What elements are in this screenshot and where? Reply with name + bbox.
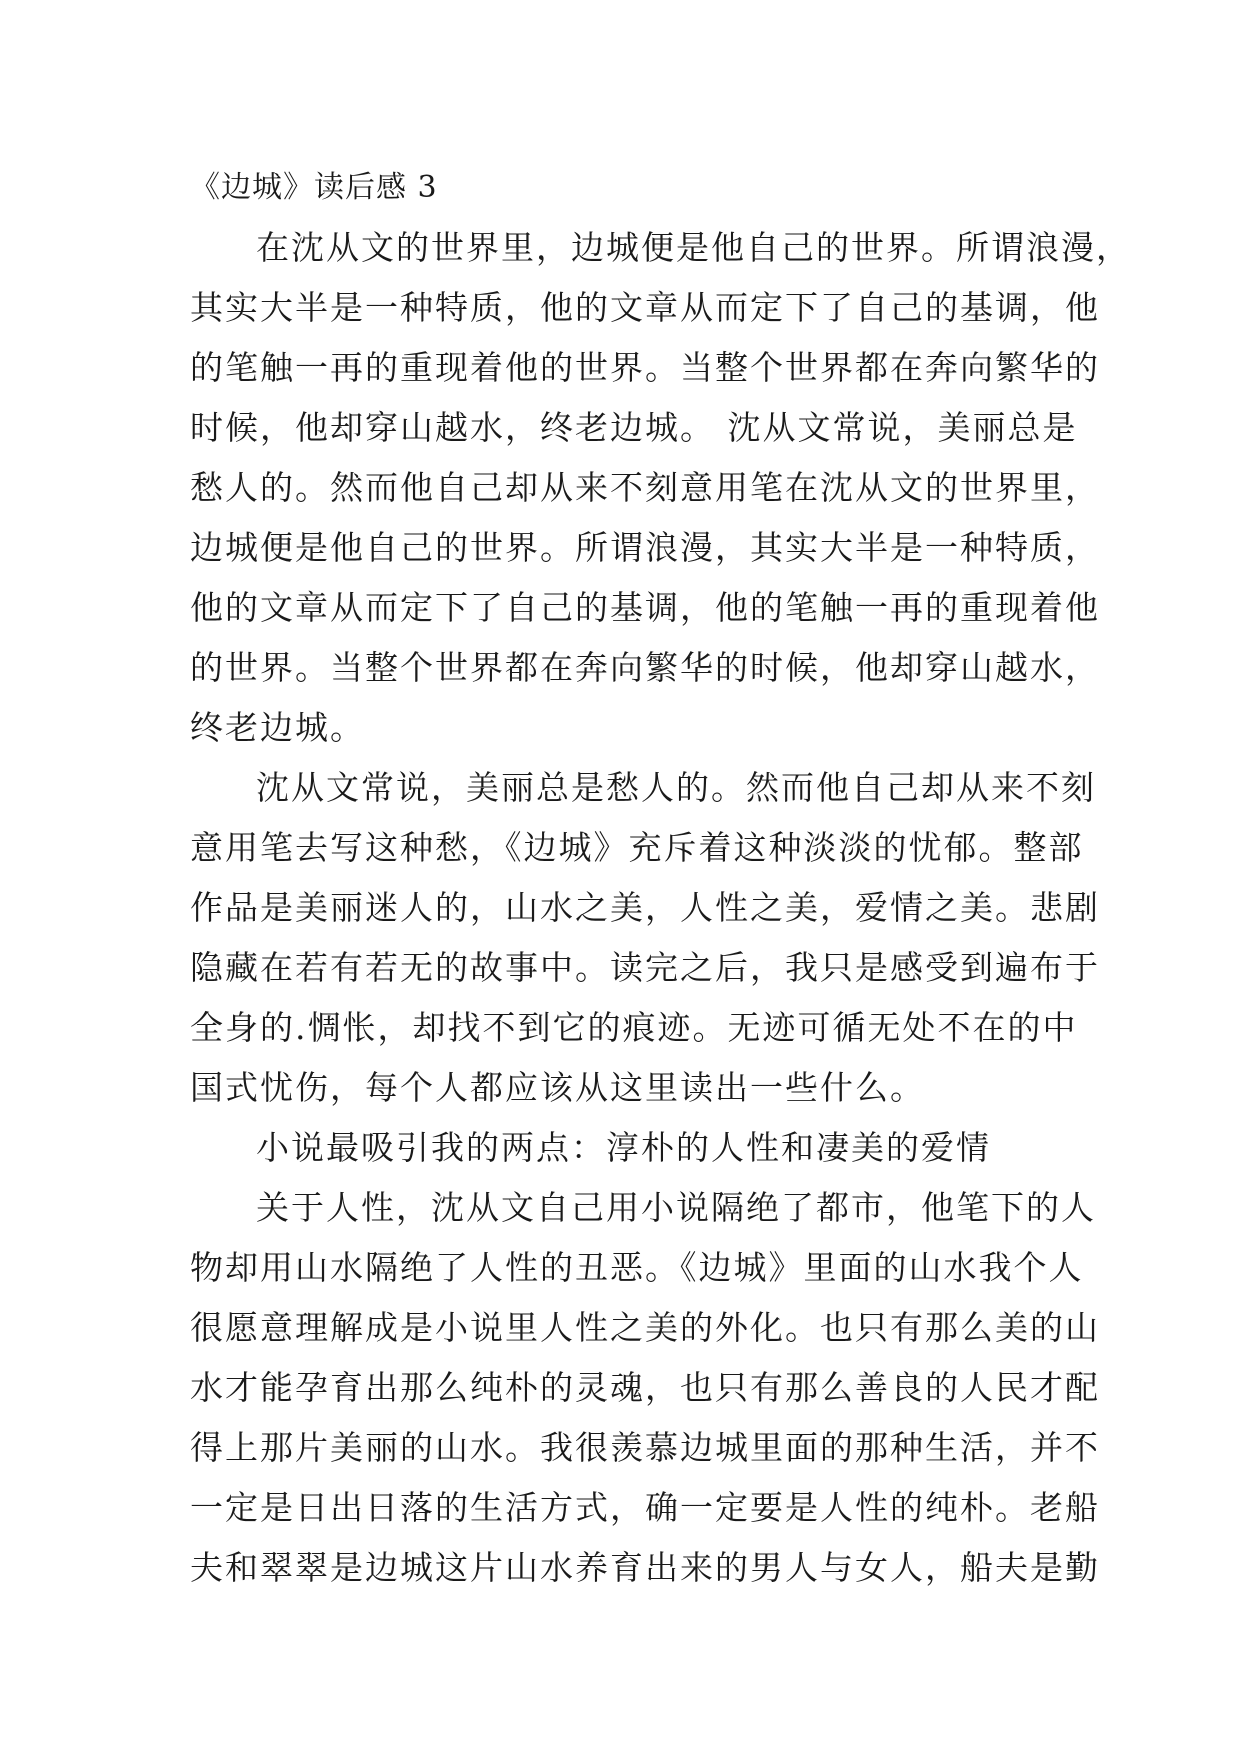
paragraph-line: 他的文章从而定下了自己的基调，他的笔触一再的重现着他 — [190, 588, 1100, 627]
paragraph-line: 愁人的。然而他自己却从来不刻意用笔在沈从文的世界里， — [190, 468, 1100, 507]
paragraph-line: 物却用山水隔绝了人性的丑恶。《边城》里面的山水我个人 — [190, 1248, 1084, 1287]
paragraph-line: 得上那片美丽的山水。我很羡慕边城里面的那种生活，并不 — [190, 1428, 1100, 1467]
paragraph-2 — [190, 758, 1100, 1118]
paragraph-line: 在沈从文的世界里，边城便是他自己的世界。所谓浪漫， — [256, 228, 1131, 267]
paragraph-line: 边城便是他自己的世界。所谓浪漫，其实大半是一种特质， — [190, 528, 1100, 567]
paragraph-line: 关于人性，沈从文自己用小说隔绝了都市，他笔下的人 — [256, 1188, 1096, 1227]
paragraph-line: 全身的.惆怅，却找不到它的痕迹。无迹可循无处不在的中 — [190, 1008, 1078, 1047]
paragraph-line: 作品是美丽迷人的，山水之美，人性之美，爱情之美。悲剧 — [190, 888, 1100, 927]
paragraph-line: 沈从文常说，美丽总是愁人的。然而他自己却从来不刻 — [256, 768, 1096, 807]
paragraph-line: 隐藏在若有若无的故事中。读完之后，我只是感受到遍布于 — [190, 948, 1100, 987]
paragraph-line: 时候，他却穿山越水，终老边城。 沈从文常说，美丽总是 — [190, 408, 1078, 447]
paragraph-line: 意用笔去写这种愁，《边城》充斥着这种淡淡的忧郁。整部 — [190, 828, 1084, 867]
paragraph-line: 的笔触一再的重现着他的世界。当整个世界都在奔向繁华的 — [190, 348, 1100, 387]
paragraph-line: 很愿意理解成是小说里人性之美的外化。也只有那么美的山 — [190, 1308, 1100, 1347]
paragraph-line: 国式忧伤，每个人都应该从这里读出一些什么。 — [190, 1068, 925, 1107]
paragraph-1 — [190, 218, 1131, 758]
document-page — [190, 158, 1131, 1598]
paragraph-line: 其实大半是一种特质，他的文章从而定下了自己的基调，他 — [190, 288, 1100, 327]
paragraph-line: 的世界。当整个世界都在奔向繁华的时候，他却穿山越水， — [190, 648, 1100, 687]
paragraph-line: 一定是日出日落的生活方式，确一定要是人性的纯朴。老船 — [190, 1488, 1100, 1527]
paragraph-line: 水才能孕育出那么纯朴的灵魂，也只有那么善良的人民才配 — [190, 1368, 1100, 1407]
paragraph-4 — [190, 1178, 1100, 1598]
paragraph-line: 夫和翠翠是边城这片山水养育出来的男人与女人，船夫是勤 — [190, 1548, 1100, 1587]
paragraph-line: 终老边城。 — [190, 708, 365, 747]
paragraph-line: 小说最吸引我的两点：淳朴的人性和凄美的爱情 — [256, 1128, 991, 1167]
document-title: 《边城》读后感 3 — [190, 170, 438, 205]
paragraph-3 — [190, 1118, 1058, 1178]
